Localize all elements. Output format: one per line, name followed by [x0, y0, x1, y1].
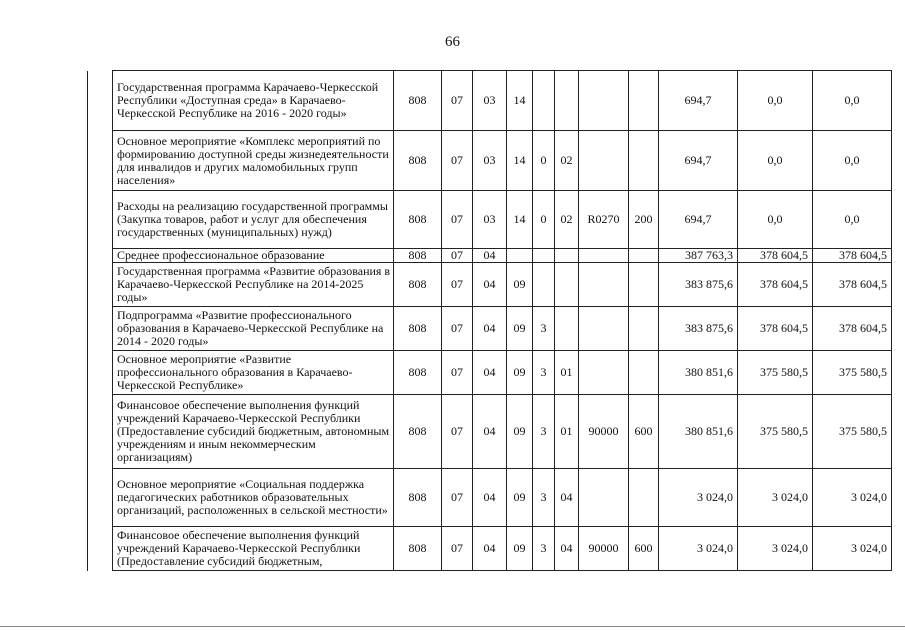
- code-expense-type: [629, 351, 659, 395]
- row-margin-cell: [88, 191, 113, 249]
- code-subprogram: 3: [533, 395, 555, 469]
- code-ved: 808: [394, 469, 442, 527]
- row-name: Государственная программа «Развитие образования в Карачаево-Черкесской Республике на 2014-2025 годы»: [113, 263, 394, 307]
- code-program: 14: [507, 71, 533, 131]
- amount-year-3: 0,0: [813, 191, 892, 249]
- code-expense-type: 600: [629, 527, 659, 571]
- code-rz: 07: [442, 263, 473, 307]
- code-pr: 03: [473, 191, 507, 249]
- amount-year-1: 694,7: [659, 71, 738, 131]
- amount-year-2: 378 604,5: [738, 263, 813, 307]
- code-direction: [579, 249, 629, 263]
- amount-year-3: 0,0: [813, 71, 892, 131]
- row-name: Финансовое обеспечение выполнения функций учреждений Карачаево-Черкесской Республики (Предоставление субсидий бюджетным,: [113, 527, 394, 571]
- code-ved: 808: [394, 395, 442, 469]
- row-name: Расходы на реализацию государственной программы (Закупка товаров, работ и услуг для обеспечения государственных (муниципальных) нужд): [113, 191, 394, 249]
- row-margin-cell: [88, 131, 113, 191]
- code-direction: [579, 469, 629, 527]
- code-subprogram: 3: [533, 351, 555, 395]
- code-expense-type: 600: [629, 395, 659, 469]
- table-row: [88, 527, 892, 571]
- amount-year-3: 3 024,0: [813, 469, 892, 527]
- table-row: [88, 469, 892, 527]
- code-rz: 07: [442, 469, 473, 527]
- row-name: Основное мероприятие «Социальная поддержка педагогических работников образовательных организаций, расположенных в сельской местности»: [113, 469, 394, 527]
- code-program: 09: [507, 307, 533, 351]
- amount-year-1: 380 851,6: [659, 351, 738, 395]
- code-expense-type: [629, 131, 659, 191]
- code-direction: R0270: [579, 191, 629, 249]
- code-pr: 04: [473, 527, 507, 571]
- code-event: [555, 263, 579, 307]
- row-margin-cell: [88, 249, 113, 263]
- amount-year-1: 694,7: [659, 191, 738, 249]
- code-direction: [579, 351, 629, 395]
- code-pr: 04: [473, 351, 507, 395]
- code-event: [555, 71, 579, 131]
- row-margin-cell: [88, 307, 113, 351]
- code-subprogram: 3: [533, 527, 555, 571]
- code-event: 02: [555, 131, 579, 191]
- table-row: [88, 307, 892, 351]
- amount-year-1: 3 024,0: [659, 527, 738, 571]
- table-row: [88, 351, 892, 395]
- code-rz: 07: [442, 249, 473, 263]
- amount-year-1: 383 875,6: [659, 307, 738, 351]
- code-rz: 07: [442, 307, 473, 351]
- code-rz: 07: [442, 395, 473, 469]
- code-expense-type: [629, 263, 659, 307]
- code-ved: 808: [394, 263, 442, 307]
- amount-year-2: 0,0: [738, 131, 813, 191]
- code-event: [555, 307, 579, 351]
- amount-year-3: 375 580,5: [813, 351, 892, 395]
- row-name: Финансовое обеспечение выполнения функций учреждений Карачаево-Черкесской Республики (Предоставление субсидий бюджетным, автономным учреждениям и иным некоммерческим организациям): [113, 395, 394, 469]
- code-program: 09: [507, 527, 533, 571]
- code-program: 14: [507, 131, 533, 191]
- table-row: [88, 131, 892, 191]
- code-pr: 04: [473, 469, 507, 527]
- code-pr: 04: [473, 395, 507, 469]
- code-rz: 07: [442, 131, 473, 191]
- amount-year-2: 0,0: [738, 71, 813, 131]
- code-ved: 808: [394, 131, 442, 191]
- code-program: 09: [507, 395, 533, 469]
- code-expense-type: [629, 469, 659, 527]
- code-subprogram: [533, 249, 555, 263]
- page-bottom-rule: [0, 626, 905, 627]
- code-pr: 03: [473, 131, 507, 191]
- amount-year-3: 378 604,5: [813, 307, 892, 351]
- table-row: [88, 71, 892, 131]
- amount-year-3: 378 604,5: [813, 249, 892, 263]
- code-expense-type: [629, 307, 659, 351]
- code-subprogram: [533, 263, 555, 307]
- code-program: [507, 249, 533, 263]
- row-name: Основное мероприятие «Комплекс мероприятий по формированию доступной среды жизнедеятельности для инвалидов и других маломобильных групп населения»: [113, 131, 394, 191]
- row-margin-cell: [88, 351, 113, 395]
- code-event: [555, 249, 579, 263]
- code-subprogram: 3: [533, 469, 555, 527]
- amount-year-1: 383 875,6: [659, 263, 738, 307]
- amount-year-2: 3 024,0: [738, 527, 813, 571]
- code-event: 01: [555, 395, 579, 469]
- amount-year-2: 375 580,5: [738, 351, 813, 395]
- code-direction: [579, 131, 629, 191]
- code-direction: [579, 71, 629, 131]
- code-subprogram: [533, 71, 555, 131]
- amount-year-3: 0,0: [813, 131, 892, 191]
- code-direction: [579, 263, 629, 307]
- amount-year-1: 3 024,0: [659, 469, 738, 527]
- table-row: [88, 263, 892, 307]
- code-pr: 03: [473, 71, 507, 131]
- code-subprogram: 3: [533, 307, 555, 351]
- code-program: 09: [507, 351, 533, 395]
- row-margin-cell: [88, 469, 113, 527]
- code-direction: 90000: [579, 395, 629, 469]
- code-direction: 90000: [579, 527, 629, 571]
- page-number: 66: [445, 34, 460, 50]
- amount-year-1: 387 763,3: [659, 249, 738, 263]
- code-expense-type: 200: [629, 191, 659, 249]
- code-rz: 07: [442, 71, 473, 131]
- table-row: [88, 249, 892, 263]
- row-margin-cell: [88, 395, 113, 469]
- amount-year-2: 375 580,5: [738, 395, 813, 469]
- amount-year-2: 378 604,5: [738, 249, 813, 263]
- amount-year-3: 3 024,0: [813, 527, 892, 571]
- code-ved: 808: [394, 351, 442, 395]
- budget-table: [87, 70, 892, 571]
- code-pr: 04: [473, 249, 507, 263]
- amount-year-2: 378 604,5: [738, 307, 813, 351]
- row-margin-cell: [88, 527, 113, 571]
- code-pr: 04: [473, 307, 507, 351]
- code-event: 04: [555, 527, 579, 571]
- code-subprogram: 0: [533, 131, 555, 191]
- amount-year-3: 375 580,5: [813, 395, 892, 469]
- row-name: Подпрограмма «Развитие профессионального образования в Карачаево-Черкесской Республике на 2014 - 2020 годы»: [113, 307, 394, 351]
- code-rz: 07: [442, 351, 473, 395]
- row-margin-cell: [88, 263, 113, 307]
- table-row: [88, 191, 892, 249]
- code-expense-type: [629, 71, 659, 131]
- code-rz: 07: [442, 527, 473, 571]
- row-name: Государственная программа Карачаево-Черкесской Республики «Доступная среда» в Карачаево-Черкесской Республике на 2016 - 2020 годы»: [113, 71, 394, 131]
- code-event: 02: [555, 191, 579, 249]
- code-event: 04: [555, 469, 579, 527]
- code-ved: 808: [394, 527, 442, 571]
- code-direction: [579, 307, 629, 351]
- code-event: 01: [555, 351, 579, 395]
- amount-year-2: 0,0: [738, 191, 813, 249]
- code-ved: 808: [394, 71, 442, 131]
- code-pr: 04: [473, 263, 507, 307]
- row-name: Среднее профессиональное образование: [113, 249, 394, 263]
- code-expense-type: [629, 249, 659, 263]
- amount-year-2: 3 024,0: [738, 469, 813, 527]
- code-program: 09: [507, 263, 533, 307]
- amount-year-1: 380 851,6: [659, 395, 738, 469]
- code-program: 14: [507, 191, 533, 249]
- row-margin-cell: [88, 71, 113, 131]
- code-rz: 07: [442, 191, 473, 249]
- amount-year-1: 694,7: [659, 131, 738, 191]
- code-program: 09: [507, 469, 533, 527]
- table-row: [88, 395, 892, 469]
- code-ved: 808: [394, 191, 442, 249]
- row-name: Основное мероприятие «Развитие профессионального образования в Карачаево-Черкесской Республике»: [113, 351, 394, 395]
- code-subprogram: 0: [533, 191, 555, 249]
- code-ved: 808: [394, 249, 442, 263]
- amount-year-3: 378 604,5: [813, 263, 892, 307]
- code-ved: 808: [394, 307, 442, 351]
- table-body: [88, 71, 892, 571]
